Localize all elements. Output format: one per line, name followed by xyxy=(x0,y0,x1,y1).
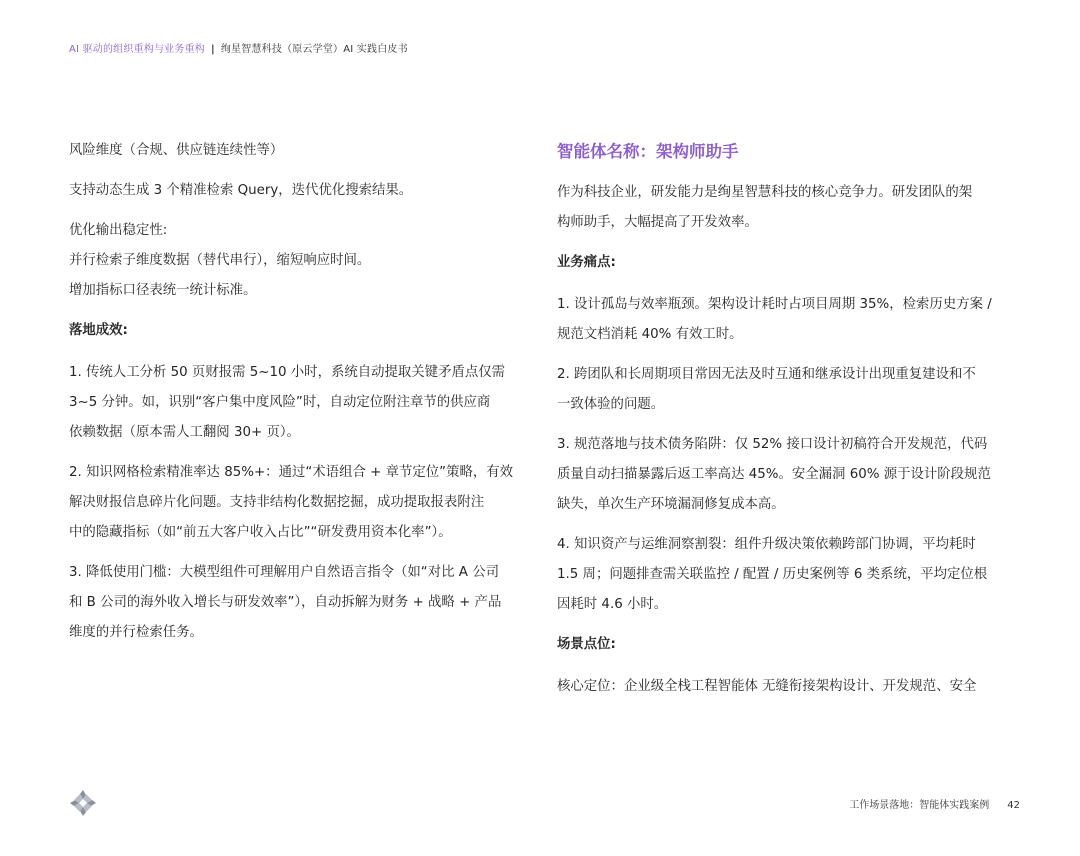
list-item-line: 2. 知识网格检索精准率达 85%+：通过“术语组合 + 章节定位”策略，有效 xyxy=(69,465,514,480)
list-item-line: 3. 规范落地与技术债务陷阱：仅 52% 接口设计初稿符合开发规范，代码 xyxy=(557,437,988,452)
list-item-line: 一致体验的问题。 xyxy=(557,397,665,412)
list-item-line: 缺失，单次生产环境漏洞修复成本高。 xyxy=(557,497,785,512)
list-item-line: 3~5 分钟。如，识别“客户集中度风险”时，自动定位附注章节的供应商 xyxy=(69,395,491,410)
left-column xyxy=(69,136,539,648)
paragraph: 优化输出稳定性: xyxy=(69,223,168,238)
paragraph: 风险维度（合规、供应链连续性等） xyxy=(69,143,284,158)
list-item-line: 质量自动扫描暴露后返工率高达 45%。安全漏洞 60% 源于设计阶段规范 xyxy=(557,467,991,482)
section-heading: 业务痛点: xyxy=(557,255,616,270)
pinwheel-logo-icon xyxy=(68,788,98,818)
running-header xyxy=(69,40,408,55)
list-item-line: 规范文档消耗 40% 有效工时。 xyxy=(557,327,743,342)
section-heading: 落地成效: xyxy=(69,323,128,338)
list-item-line: 中的隐藏指标（如“前五大客户收入占比”“研发费用资本化率”）。 xyxy=(69,525,452,540)
list-item-line: 依赖数据（原本需人工翻阅 30+ 页）。 xyxy=(69,425,300,440)
header-chapter: AI 驱动的组织重构与业务重构 xyxy=(69,44,205,55)
paragraph: 构师助手，大幅提高了开发效率。 xyxy=(557,215,758,230)
running-footer xyxy=(849,796,1020,811)
list-item-line: 1. 设计孤岛与效率瓶颈。架构设计耗时占项目周期 35%，检索历史方案 / xyxy=(557,297,992,312)
header-separator: | xyxy=(210,44,215,55)
list-item-line: 4. 知识资产与运维洞察割裂：组件升级决策依赖跨部门协调，平均耗时 xyxy=(557,537,976,552)
list-item-line: 因耗时 4.6 小时。 xyxy=(557,597,668,612)
list-item-line: 维度的并行检索任务。 xyxy=(69,625,203,640)
list-item-line: 1.5 周；问题排查需关联监控 / 配置 / 历史案例等 6 类系统，平均定位根 xyxy=(557,567,988,582)
list-item-line: 2. 跨团队和长周期项目常因无法及时互通和继承设计出现重复建设和不 xyxy=(557,367,976,382)
paragraph: 支持动态生成 3 个精准检索 Query，迭代优化搜索结果。 xyxy=(69,183,413,198)
list-item-line: 解决财报信息碎片化问题。支持非结构化数据挖掘，成功提取报表附注 xyxy=(69,495,485,510)
list-item-line: 3. 降低使用门槛：大模型组件可理解用户自然语言指令（如“对比 A 公司 xyxy=(69,565,499,580)
right-column xyxy=(557,136,1019,702)
paragraph: 作为科技企业，研发能力是绚星智慧科技的核心竞争力。研发团队的架 xyxy=(557,185,973,200)
list-item-line: 1. 传统人工分析 50 页财报需 5~10 小时，系统自动提取关键矛盾点仅需 xyxy=(69,365,506,380)
page-number: 42 xyxy=(1007,800,1020,811)
paragraph: 核心定位：企业级全栈工程智能体 无缝衔接架构设计、开发规范、安全 xyxy=(557,679,977,694)
agent-title: 智能体名称：架构师助手 xyxy=(557,142,739,161)
paragraph: 增加指标口径表统一统计标准。 xyxy=(69,283,257,298)
list-item-line: 和 B 公司的海外收入增长与研发效率”），自动拆解为财务 + 战略 + 产品 xyxy=(69,595,502,610)
footer-section: 工作场景落地：智能体实践案例 xyxy=(849,800,990,811)
header-document-title: 绚星智慧科技（原云学堂）AI 实践白皮书 xyxy=(220,44,408,55)
section-heading: 场景点位: xyxy=(557,637,616,652)
paragraph: 并行检索子维度数据（替代串行），缩短响应时间。 xyxy=(69,253,371,268)
